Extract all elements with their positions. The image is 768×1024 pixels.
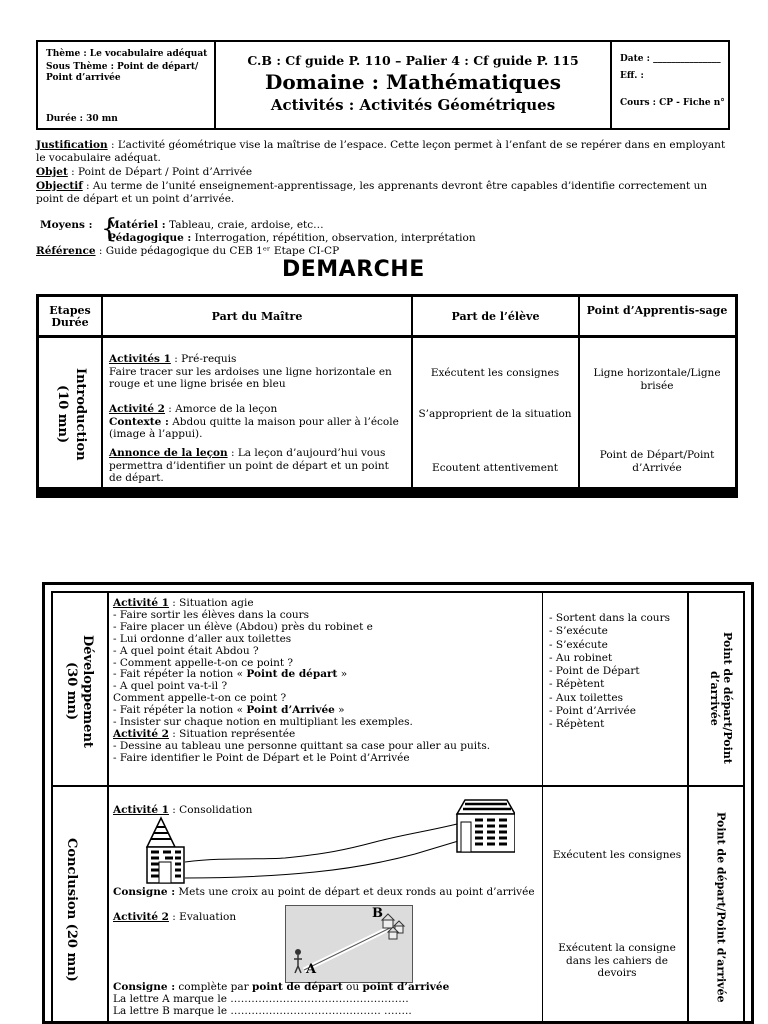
dev-eleve-item: - Sortent dans la cours [549, 612, 670, 624]
dev-line: Comment appelle-t-on ce point ? [113, 692, 287, 705]
dev-line: - Faire placer un élève (Abdou) près du robinet e [113, 620, 373, 633]
cours-field: Cours : CP - Fiche n° [620, 98, 725, 108]
consigne2-mid: ou [342, 981, 363, 993]
concl-act2-label: Activité 2 [113, 911, 169, 923]
reference-label: Référence [36, 245, 96, 257]
objet-text: : Point de Départ / Point d’Arrivée [67, 166, 253, 178]
objet-label: Objet [36, 166, 68, 178]
person-icon [295, 949, 301, 955]
dev-insist: - Insister sur chaque notion en multipliant les exemples. [113, 716, 413, 729]
dev-point-cell [699, 613, 743, 783]
pedagogique-label: Pédagogique : [108, 232, 192, 244]
objectif [36, 180, 736, 205]
consigne2-label: Consigne : [113, 981, 176, 993]
dev-repeat1-prefix: - Fait répéter la notion « [113, 668, 247, 681]
houses-icon [382, 914, 404, 939]
act2-suffix: : Amorce de la leçon [164, 403, 278, 415]
concl-step-label: Conclusion (20 mn) [64, 838, 79, 982]
dev-act2-label: Activité 2 [113, 727, 169, 740]
dev-repeat2-suffix: » [334, 704, 345, 717]
dev-line: - Comment appelle-t-on ce point ? [113, 656, 294, 669]
dev-eleve [549, 612, 689, 732]
theme-cell [38, 42, 216, 128]
theme: Thème : Le vocabulaire adéquat [46, 49, 208, 59]
concl-act1-label: Activité 1 [113, 804, 169, 816]
point-1: Ligne horizontale/Ligne brisée [593, 367, 721, 392]
concl-point: Point de départ/Point d’arrivée [714, 812, 728, 1003]
reference-text: : Guide pédagogique du CEB 1ᵉʳ Etape CI-CP [95, 245, 340, 257]
intro-activite-2 [109, 403, 405, 441]
house-icon [457, 800, 515, 852]
dev-act2-suffix: : Situation représentée [168, 727, 296, 740]
concl-activite-2 [113, 911, 313, 924]
dev-maitre [113, 598, 541, 765]
justification-label: Justification [36, 139, 108, 151]
evaluation-drawing [286, 906, 412, 982]
dev-line: - Dessine au tableau une personne quittant sa case pour aller au puits. [113, 739, 491, 752]
concl-act2-suffix: : Evaluation [168, 911, 237, 923]
dev-line: - A quel point va-t-il ? [113, 680, 228, 693]
act2-label: Activité 2 [109, 403, 165, 415]
dev-act1-suffix: : Situation agie [168, 597, 254, 609]
dev-eleve-item: - Point de Départ [549, 665, 640, 678]
eleve-2: S’approprient de la situation [418, 408, 572, 420]
consigne2-bold1: point de départ [252, 981, 343, 993]
demarche-table-continued [42, 582, 754, 1024]
act1-text: Faire tracer sur les ardoises une ligne horizontale en rouge et une ligne brisée en bleu [109, 365, 392, 390]
contexte-label: Contexte : [109, 415, 169, 428]
dev-eleve-item: - Aux toilettes [549, 691, 624, 704]
consigne2-text: complète par [175, 981, 252, 993]
dev-line: - Faire sortir les élèves dans la cours [113, 608, 310, 621]
demarche-title: DEMARCHE [282, 257, 425, 282]
dev-repeat2-bold: Point d’Arrivée [246, 704, 335, 717]
domaine-title: Domaine : Mathématiques [264, 70, 562, 94]
path-line [185, 822, 475, 878]
concl-point-cell [699, 795, 743, 1020]
concl-eleve-1: Exécutent les consignes [552, 849, 682, 861]
concl-eleve-2: Exécutent la consigne dans les cahiers de devoirs [558, 942, 676, 979]
materiel [108, 219, 728, 232]
dev-line: - Lui ordonne d’aller aux toilettes [113, 632, 292, 645]
consigne2-bold2: point d’arrivée [362, 981, 450, 993]
dev-line: - A quel point était Abdou ? [113, 644, 259, 657]
contexte-text: Abdou quitte la maison pour aller à l’école (image à l’appui). [109, 415, 399, 440]
justification [36, 139, 736, 164]
concl-act1-suffix: : Consolidation [168, 804, 253, 816]
objectif-label: Objectif [36, 180, 83, 192]
objet [36, 166, 736, 179]
hut-icon [147, 818, 184, 883]
concl-consigne-1 [113, 886, 541, 899]
materiel-label: Matériel : [108, 219, 166, 231]
dev-step-label: Développement (30 mn) [64, 634, 95, 748]
dev-eleve-item: - Au robinet [549, 651, 613, 664]
sous-theme: Sous Thème : Point de départ/ Point d’arrivée [46, 62, 199, 83]
materiel-text: Tableau, craie, ardoise, etc… [165, 219, 324, 231]
brace-icon: { [101, 214, 118, 244]
intro-step-label: Introduction (10 mn) [55, 367, 88, 461]
header-table [36, 40, 730, 130]
eleve-3: Ecoutent attentivement [432, 462, 558, 474]
concl-consigne-2 [113, 981, 541, 1017]
dev-line: - Faire identifier le Point de Départ et le Point d’Arrivée [113, 751, 410, 764]
header-point: Point d’Apprentis-sage [586, 304, 728, 317]
objectif-text: : Au terme de l’unité enseignement-apprentissage, les apprenants devront être capables d’identifie correctement un point de départ et un point d’arrivée. [36, 180, 708, 205]
reference [36, 245, 736, 258]
demarche-table-intro [36, 294, 738, 498]
dev-repeat2-prefix: - Fait répéter la notion « [113, 704, 247, 717]
eleve-1: Exécutent les consignes [430, 367, 560, 379]
dev-eleve-item: - S’exécute [549, 638, 608, 651]
pedagogique [108, 232, 728, 245]
date-field: Date : _______________ [620, 54, 721, 64]
duree: Durée : 30 mn [46, 114, 118, 124]
consolidation-drawing [135, 792, 515, 892]
point-2: Point de Départ/Point d’Arrivée [599, 449, 715, 474]
dev-point: Point de départ/Point d’arrivée [708, 632, 734, 764]
evaluation-image [285, 905, 413, 983]
cb-line: C.B : Cf guide P. 110 – Palier 4 : Cf guide P. 115 [247, 53, 579, 68]
header-etapes: Etapes Durée [49, 304, 91, 329]
header-maitre: Part du Maître [211, 310, 303, 323]
title-cell [216, 42, 612, 128]
letter-a: A [306, 962, 317, 977]
consigne1-label: Consigne : [113, 886, 176, 898]
line-b: La lettre B marque le ……………………………………. …….. [113, 1005, 412, 1017]
eff-field: Eff. : [620, 71, 644, 81]
dev-repeat1-bold: Point de départ [246, 668, 338, 681]
annonce-label: Annonce de la leçon [109, 447, 228, 459]
act1-label: Activités 1 [109, 353, 171, 365]
pedagogique-text: Interrogation, répétition, observation, interprétation [191, 232, 476, 244]
line-a: La lettre A marque le …………………………………………… [113, 993, 409, 1005]
annonce-text: : La leçon d’aujourd’hui vous permettra d’identifier un point de départ et un point de départ. [109, 447, 389, 484]
header-eleve: Part de l’élève [451, 310, 540, 323]
dev-eleve-item: - S’exécute [549, 625, 608, 638]
act1-suffix: : Pré-requis [170, 353, 237, 365]
dev-eleve-item: - Répètent [549, 678, 605, 691]
date-cell [612, 42, 728, 128]
moyens-label-text: Moyens : [40, 219, 93, 231]
justification-text: : L’activité géométrique vise la maîtrise de l’espace. Cette leçon permet à l’enfant de se repérer dans en employant le vocabulaire adéquat. [36, 139, 726, 164]
letter-b: B [372, 906, 383, 921]
dev-eleve-item: - Point d’Arrivée [549, 705, 636, 718]
intro-annonce [109, 447, 405, 485]
consigne1-text: Mets une croix au point de départ et deux ronds au point d’arrivée [175, 886, 535, 898]
dev-eleve-item: - Répètent [549, 718, 605, 731]
activites-title: Activités : Activités Géométriques [270, 96, 556, 114]
intro-activite-1 [109, 353, 405, 391]
dev-act1-label: Activité 1 [113, 597, 169, 609]
dev-repeat1-suffix: » [337, 668, 348, 681]
